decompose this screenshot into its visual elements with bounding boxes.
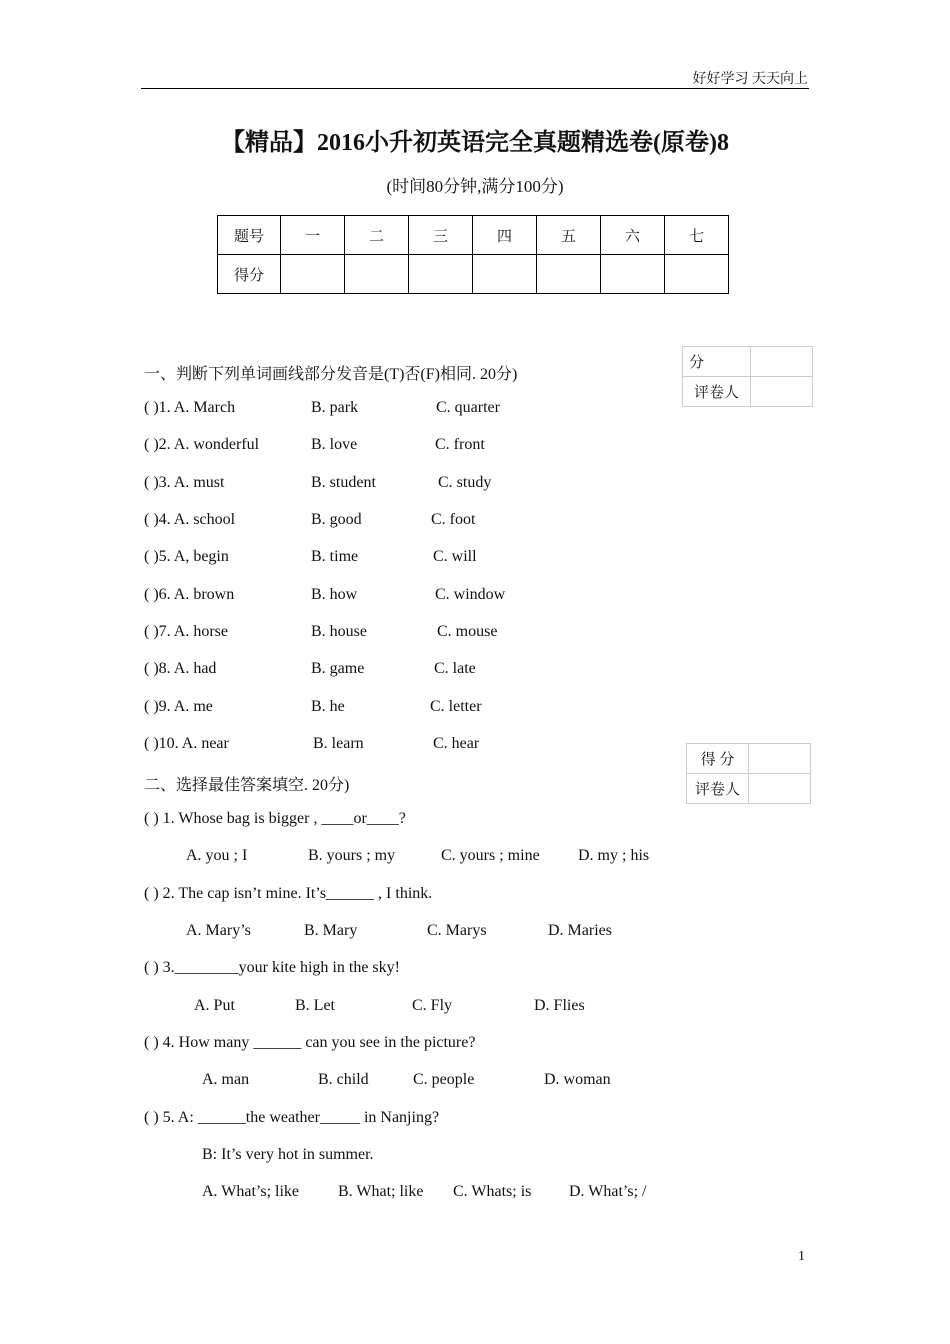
- column-header: 四: [473, 216, 537, 255]
- list-item: ( )10. A. near: [144, 735, 229, 752]
- score-cell: [281, 255, 345, 294]
- option-b: B. student: [311, 474, 376, 491]
- option-c: C. study: [438, 474, 492, 491]
- option-d: D. Maries: [548, 922, 612, 939]
- score-cell: [665, 255, 729, 294]
- option-a: A. you ; I: [186, 847, 248, 864]
- option-d: D. woman: [544, 1071, 611, 1088]
- option-b: B. Let: [295, 997, 335, 1014]
- option-c: C. will: [433, 548, 477, 565]
- question-stem: ( ) 5. A: ______the weather_____ in Nanjing?: [144, 1109, 440, 1126]
- option-b: B. learn: [313, 735, 364, 752]
- question-stem: ( ) 3.________your kite high in the sky!: [144, 959, 400, 976]
- option-b: B. Mary: [304, 922, 358, 939]
- option-c: C. window: [435, 586, 506, 603]
- option-c: C. quarter: [436, 399, 500, 416]
- list-item: ( )5. A, begin: [144, 548, 229, 565]
- score-cell: [473, 255, 537, 294]
- option-b: B. he: [311, 698, 345, 715]
- grader-score-cell: [749, 744, 811, 774]
- grader-score-label: 分: [683, 347, 751, 377]
- list-item: ( )2. A. wonderful: [144, 436, 260, 453]
- option-b: B. time: [311, 548, 359, 565]
- option-d: D. Flies: [534, 997, 585, 1014]
- option-b: B. What; like: [338, 1183, 424, 1200]
- option-b: B. good: [311, 511, 362, 528]
- question-stem: ( ) 4. How many ______ can you see in the picture?: [144, 1034, 476, 1051]
- grader-name-label: 评卷人: [687, 774, 749, 804]
- score-cell: [601, 255, 665, 294]
- section1-heading: 一、判断下列单词画线部分发音是(T)否(F)相同. 20分): [144, 366, 518, 383]
- grader-score-label: 得 分: [687, 744, 749, 774]
- option-b: B. child: [318, 1071, 369, 1088]
- option-c: C. mouse: [437, 623, 498, 640]
- row-label-score: 得分: [218, 255, 281, 294]
- section2-heading: 二、选择最佳答案填空. 20分): [144, 777, 350, 794]
- option-c: C. Whats; is: [453, 1183, 532, 1200]
- score-table-header-row: [218, 216, 729, 255]
- option-c: C. foot: [431, 511, 476, 528]
- score-cell: [409, 255, 473, 294]
- page-title: 【精品】2016小升初英语完全真题精选卷(原卷)8: [221, 130, 729, 156]
- list-item: ( )8. A. had: [144, 660, 217, 677]
- option-c: C. people: [413, 1071, 475, 1088]
- option-c: C. Marys: [427, 922, 487, 939]
- option-a: A. Mary’s: [186, 922, 251, 939]
- column-header: 一: [281, 216, 345, 255]
- score-cell: [537, 255, 601, 294]
- header-divider: [141, 88, 809, 89]
- option-b: B. love: [311, 436, 358, 453]
- question-stem: ( ) 2. The cap isn’t mine. It’s______ , I think.: [144, 885, 433, 902]
- column-header: 五: [537, 216, 601, 255]
- option-c: C. letter: [430, 698, 482, 715]
- option-c: C. yours ; mine: [441, 847, 540, 864]
- option-c: C. Fly: [412, 997, 453, 1014]
- grader-box-section1: [682, 346, 813, 407]
- option-a: A. man: [202, 1071, 250, 1088]
- page-header: 好好学习 天天向上: [692, 72, 808, 87]
- question-stem-line2: B: It’s very hot in summer.: [202, 1146, 374, 1163]
- option-d: D. What’s; /: [569, 1183, 647, 1200]
- option-a: A. What’s; like: [202, 1183, 300, 1200]
- list-item: ( )7. A. horse: [144, 623, 228, 640]
- option-d: D. my ; his: [578, 847, 650, 864]
- option-b: B. house: [311, 623, 367, 640]
- list-item: ( )6. A. brown: [144, 586, 235, 603]
- score-table-score-row: [218, 255, 729, 294]
- column-header: 六: [601, 216, 665, 255]
- score-table: [217, 215, 729, 294]
- option-b: B. yours ; my: [308, 847, 396, 864]
- grader-name-cell: [749, 774, 811, 804]
- column-header: 七: [665, 216, 729, 255]
- grader-name-label: 评卷人: [683, 377, 751, 407]
- option-b: B. game: [311, 660, 365, 677]
- score-cell: [345, 255, 409, 294]
- grader-name-cell: [751, 377, 813, 407]
- list-item: ( )3. A. must: [144, 474, 225, 491]
- option-c: C. front: [435, 436, 485, 453]
- page-number: 1: [798, 1249, 805, 1264]
- option-b: B. park: [311, 399, 359, 416]
- page-subtitle: (时间80分钟,满分100分): [386, 177, 564, 196]
- question-stem: ( ) 1. Whose bag is bigger , ____or____?: [144, 810, 406, 827]
- column-header: 二: [345, 216, 409, 255]
- list-item: ( )1. A. March: [144, 399, 236, 416]
- option-c: C. late: [434, 660, 476, 677]
- column-header: 三: [409, 216, 473, 255]
- grader-score-cell: [751, 347, 813, 377]
- option-a: A. Put: [194, 997, 235, 1014]
- option-c: C. hear: [433, 735, 480, 752]
- list-item: ( )4. A. school: [144, 511, 236, 528]
- option-b: B. how: [311, 586, 358, 603]
- list-item: ( )9. A. me: [144, 698, 213, 715]
- row-label-question-number: 题号: [218, 216, 281, 255]
- grader-box-section2: [686, 743, 811, 804]
